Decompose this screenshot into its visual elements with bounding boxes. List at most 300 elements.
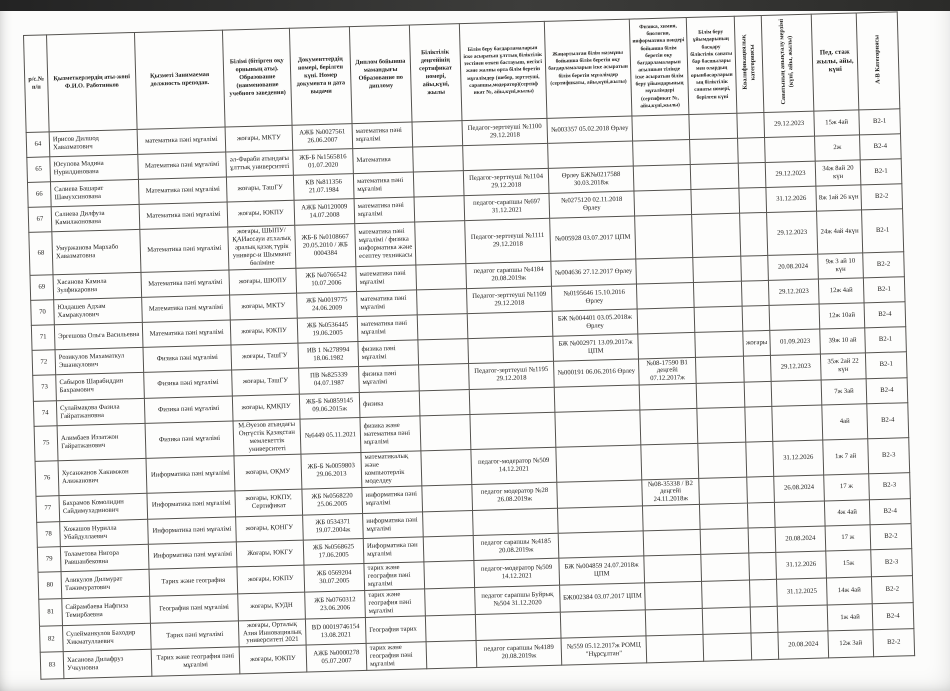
cell-diploma-specialty: математика пәні мұғалімі xyxy=(357,314,418,341)
cell-national-test-cert xyxy=(463,143,549,170)
cell-qualification-category xyxy=(738,162,766,188)
cell-document-number: №6449 05.11.2021 xyxy=(300,418,361,454)
cell-national-test-cert: педагог сарапшы Буйрық №504 31.12.2020 xyxy=(475,585,561,614)
cell-education: жоғары, ТашГУ xyxy=(226,175,294,202)
cell-document-number: КВ №811356 21.07.1984 xyxy=(293,174,354,201)
cell-diploma-specialty: Информатика пән мұғалімі xyxy=(363,537,424,564)
cell-document-number: ИВ 1 №278994 18.06.1982 xyxy=(298,341,359,368)
cell-position: Физика пәні мұғалімі xyxy=(144,370,233,399)
cell-updated-program-cert xyxy=(557,479,643,508)
cell-qualification-category xyxy=(748,528,776,554)
cell-english-program-cert xyxy=(638,332,696,359)
cell-document-number: ЖБ-Б №0059803 29.06.2013 xyxy=(301,452,362,488)
cell-ab-category: В2-3 xyxy=(871,549,913,577)
cell-education: әл-Фараби атындағы ұлттық университеті xyxy=(226,150,294,177)
cell-name: Аликулов Дилмурат Тажимуратович xyxy=(61,570,150,599)
cell-updated-program-cert: БЖ №002971 13.09.2017ж ЦПМ xyxy=(553,334,639,361)
cell-management-cert xyxy=(698,442,747,478)
cell-category-term: 26.08.2024 xyxy=(774,475,825,503)
cell-education: жоғары, ЮКПУ xyxy=(227,200,295,227)
cell-ab-category: В2-3 xyxy=(869,472,911,500)
cell-row-number: 65 xyxy=(27,157,51,183)
cell-qualification-level-cert xyxy=(412,121,463,147)
cell-category-term xyxy=(774,501,825,527)
cell-teaching-experience: 1ж 4ай xyxy=(827,603,873,631)
cell-diploma-specialty: математика пәні мұғалімі xyxy=(353,172,414,199)
cell-document-number: ЖБ №0760312 23.06.2006 xyxy=(305,590,366,618)
cell-updated-program-cert xyxy=(556,445,642,482)
cell-qualification-level-cert xyxy=(423,511,474,537)
cell-name: Хасанова Камила Зулфикаровна xyxy=(53,272,142,299)
cell-document-number: ЖБ-Б №1565816 01.07.2020 xyxy=(293,149,354,176)
cell-qualification-level-cert xyxy=(415,221,466,265)
cell-qualification-level-cert xyxy=(413,146,464,172)
cell-name: Сулаймақова Фазила Гайратжановна xyxy=(56,399,145,426)
cell-national-test-cert: педагог сарапшы №4184 20.08.2019ж xyxy=(466,261,552,288)
cell-qualification-level-cert xyxy=(418,338,469,364)
cell-english-program-cert xyxy=(633,140,691,167)
cell-row-number: 67 xyxy=(28,207,52,233)
cell-diploma-specialty: математика пәні мұғалімі / физика информатика және есептеу техникасы xyxy=(355,222,416,266)
cell-row-number: 79 xyxy=(37,547,61,573)
cell-management-cert xyxy=(700,528,749,554)
cell-teaching-experience: 4ай xyxy=(822,404,868,440)
cell-ab-category: В2-4 xyxy=(867,403,909,439)
cell-diploma-specialty: Математика xyxy=(353,147,414,174)
cell-name: Алимбаев Иззатжон Гайратжанович xyxy=(57,424,146,461)
cell-qualification-category xyxy=(749,553,777,580)
cell-national-test-cert: Педагог-зерттеуші №1104 29.12.2018 xyxy=(463,168,549,195)
cell-qualification-category xyxy=(745,407,773,442)
cell-education: жоғары, КУДН xyxy=(238,592,306,621)
cell-qualification-category xyxy=(750,606,778,633)
cell-row-number: 82 xyxy=(39,625,63,652)
cell-qualification-level-cert xyxy=(414,196,465,222)
col-header-diploma-specialty: Диплом бойынша мамандығы Образование по диплому xyxy=(349,25,412,124)
col-header-document-number: Документтердің номері, берілген күні. Номер документа и дата выдачи xyxy=(289,27,352,126)
col-header-management-cert: Білім беру ұйымдарының басқару біліктілік санаты бар басшылары мен олардың орынбасарларының біліктілік санаты номері, берілген күні xyxy=(686,16,737,114)
col-header-row-number: р/с.№ п/п xyxy=(24,35,50,133)
cell-updated-program-cert xyxy=(555,410,641,447)
cell-qualification-level-cert xyxy=(413,171,464,197)
cell-diploma-specialty: математика пәні мұғалімі xyxy=(356,264,417,291)
cell-position: Математика пәні мұғалімі xyxy=(139,202,228,229)
cell-diploma-specialty: информатика пәні мұғалімі xyxy=(362,485,423,513)
cell-category-term: 29.12.2023 xyxy=(770,354,821,382)
cell-position: Физика пәні мұғалімі xyxy=(144,396,233,423)
cell-name: Салиева Башарат Шамухсинована xyxy=(50,179,139,206)
cell-position: Тарих және география xyxy=(149,567,238,596)
cell-row-number: 74 xyxy=(33,401,57,427)
cell-teaching-experience: 7ж 3ай xyxy=(821,379,867,405)
cell-qualification-category xyxy=(739,187,767,213)
cell-category-term: 29.12.2023 xyxy=(764,111,815,137)
cell-teaching-experience: 12ж 3ай xyxy=(828,630,874,658)
cell-education: жоғары, ТашГУ xyxy=(231,343,299,370)
cell-qualification-level-cert xyxy=(425,587,476,615)
cell-diploma-specialty: информатика пәні мұғалімі xyxy=(363,512,424,539)
cell-category-term: 20.08.2024 xyxy=(768,254,819,280)
cell-updated-program-cert: №003357 05.02.2018 Өрлеу xyxy=(547,116,633,143)
cell-teaching-experience: 12ж 4ай xyxy=(818,277,864,303)
cell-category-term: 29.12.2023 xyxy=(767,211,818,255)
cell-management-cert xyxy=(689,113,738,139)
cell-category-term: 20.08.2024 xyxy=(775,526,826,552)
cell-education: жоғары, МКТУ xyxy=(225,125,293,152)
cell-position: Тарих пәні мұғалімі xyxy=(150,621,239,650)
cell-row-number: 69 xyxy=(30,274,54,300)
cell-updated-program-cert: №0195646 15.10.2016 Өрлеу xyxy=(551,284,637,311)
staff-table xyxy=(23,11,915,680)
cell-diploma-specialty: физика xyxy=(359,391,420,418)
cell-ab-category: В2-1 xyxy=(865,351,907,379)
cell-category-term xyxy=(777,605,828,633)
cell-education: жоғары, ЮКПУ xyxy=(230,318,298,345)
cell-ab-category: В2-4 xyxy=(860,134,902,160)
cell-category-term xyxy=(771,380,822,406)
cell-teaching-experience: 2ж xyxy=(815,135,861,161)
cell-position: Информатика пәні мұғалімі xyxy=(148,517,237,544)
cell-name: Хасанова Дилафруз Учкуновна xyxy=(63,650,152,679)
cell-document-number: ЖБ 0534371 19.07.2004ж xyxy=(303,514,364,541)
cell-qualification-category xyxy=(741,255,769,281)
cell-management-cert xyxy=(694,306,743,332)
cell-ab-category: В2-2 xyxy=(871,576,913,604)
cell-ab-category: В2-1 xyxy=(860,159,902,185)
cell-education: жоғары, ШЫПУ/ ҚАИассауи ат.халық аралық қазақ түрік универс-и Шымкент бөліміне xyxy=(228,225,296,269)
cell-ab-category: В2-1 xyxy=(863,276,905,302)
cell-teaching-experience: 1ж 7 ай xyxy=(823,439,869,475)
cell-teaching-experience: 4ж 4ай xyxy=(824,500,870,526)
cell-name: Ирисов Дилшод Хавазматович xyxy=(49,129,138,156)
cell-teaching-experience: 8ж 1ай 26 күн xyxy=(816,185,862,211)
col-header-label: А-В Категориясы xyxy=(873,34,882,84)
cell-management-cert xyxy=(690,163,739,189)
cell-qualification-level-cert xyxy=(422,484,473,512)
cell-ab-category: В2-4 xyxy=(866,378,908,404)
cell-qualification-category xyxy=(742,305,770,331)
cell-category-term: 31.12.2026 xyxy=(766,186,817,212)
cell-qualification-category xyxy=(744,382,772,408)
cell-position: Информатика пәні мұғалімі xyxy=(147,490,236,519)
cell-position: математика пәні мұғалімі xyxy=(137,127,226,154)
cell-english-program-cert xyxy=(632,115,690,142)
cell-management-cert xyxy=(699,503,748,529)
col-header-category-term xyxy=(761,14,814,112)
cell-ab-category: В2-4 xyxy=(872,602,914,630)
cell-management-cert xyxy=(690,138,739,164)
cell-name: Юлдашев Адхам Хамракулович xyxy=(54,297,143,324)
cell-national-test-cert: Педагог-зерттеуші №1111 29.12.2018 xyxy=(465,218,551,263)
cell-diploma-specialty: математика пәні мұғалімі xyxy=(357,289,418,316)
cell-row-number: 66 xyxy=(27,182,51,208)
cell-national-test-cert xyxy=(473,508,559,535)
cell-management-cert xyxy=(691,188,740,214)
cell-category-term: 29.12.2023 xyxy=(765,161,816,187)
cell-management-cert xyxy=(702,607,751,635)
cell-english-program-cert xyxy=(634,189,692,216)
cell-english-program-cert xyxy=(643,530,701,557)
col-header-updated-program-cert: Жаңартылған білім мазмұны бойынша білім беретін оқу бағдарламаларын іске асыратын білім беретін мұғалімдер (сертификаты, айы,күні,жылы) xyxy=(544,19,632,118)
cell-category-term xyxy=(772,405,823,441)
cell-national-test-cert: педагог-сарапшы №697 31.12.2021 xyxy=(464,193,550,220)
cell-education: жоғары, ТашГУ xyxy=(232,368,300,397)
cell-document-number: ЖБ-Б №0859145 09.06.2015ж xyxy=(299,393,360,420)
cell-diploma-specialty: физика және математика пәні мұғалімі xyxy=(360,416,421,452)
cell-english-program-cert: №08-17590 В1 деңгейі 07.12.2017ж xyxy=(638,357,696,385)
cell-updated-program-cert: БЖ №004859 24.07.2018ж ЦПМ xyxy=(559,556,645,585)
cell-qualification-category xyxy=(738,137,766,163)
cell-national-test-cert xyxy=(467,311,553,338)
cell-english-program-cert xyxy=(646,635,704,663)
cell-document-number: ЖБ №0019775 24.06.2009 xyxy=(297,291,358,318)
cell-teaching-experience: 34ж 8ай 20 күн xyxy=(815,160,861,186)
cell-position: Информатика пәні мұғалімі xyxy=(146,456,235,493)
cell-teaching-experience: 35ж 2ай 22 күн xyxy=(820,352,866,380)
cell-row-number: 80 xyxy=(38,572,62,599)
cell-english-program-cert xyxy=(635,214,693,258)
col-header-national-test-cert: Білім беру бағдарламаларын іске асыратын ұлттық біліктілік тестінен өткен бастауыш, негізгі және жалпы орта білім беретін мұғалімдер (шебер, зерттеуші, сарапшы,модератор)(сертиф икат №, айы,күні,жылы) xyxy=(459,21,547,120)
cell-education: жоғары, МКТУ xyxy=(230,293,298,320)
col-header-label: Квалификациялық категориясы xyxy=(740,35,757,91)
cell-national-test-cert: педагог-модератор №509 14.12.2021 xyxy=(474,558,560,587)
cell-document-number: АЖБ №0000278 05.07.2007 xyxy=(306,644,367,672)
cell-row-number: 72 xyxy=(32,349,56,375)
cell-position: Физика пәні мұғалімі xyxy=(145,421,234,458)
cell-management-cert xyxy=(699,477,748,505)
col-header-label: Санатының анықталу мерзімі (күні, айы, жылы) xyxy=(778,19,796,105)
cell-management-cert xyxy=(695,331,744,357)
cell-management-cert xyxy=(701,553,750,581)
cell-qualification-category: жоғары xyxy=(743,330,771,356)
cell-row-number: 68 xyxy=(29,232,53,275)
cell-document-number: ПВ №825339 04.07.1987 xyxy=(299,366,360,394)
cell-name: Салиева Дилфуза Камилжонована xyxy=(51,204,140,231)
cell-teaching-experience: 12ж 10ай xyxy=(819,302,865,328)
cell-updated-program-cert xyxy=(554,385,640,412)
cell-name: Толаметова Нигора Равшанбековна xyxy=(60,545,149,572)
col-header-education: Білімі (бітірген оқу орнының аты). Образование (наименование учебного заведения) xyxy=(222,28,292,127)
cell-category-term: 31.12.2026 xyxy=(773,440,824,476)
cell-education: жоғары, ЮКПУ xyxy=(239,645,307,674)
cell-diploma-specialty: математика пәні мұғалімі xyxy=(352,122,413,149)
cell-ab-category: В2-4 xyxy=(864,301,906,327)
cell-education: жоғары, ҚОНГУ xyxy=(236,515,304,542)
cell-ab-category: В2-4 xyxy=(869,499,911,525)
cell-row-number: 83 xyxy=(40,652,64,679)
cell-education: М.Әуезов атындағы Оңтүстік Қазақстан мемлекеттік университеті xyxy=(233,419,301,455)
cell-english-program-cert xyxy=(644,555,702,583)
cell-management-cert xyxy=(696,382,745,408)
cell-updated-program-cert: №005928 03.07.2017 ЦПМ xyxy=(550,216,636,261)
cell-national-test-cert: педагог сарапшы №4185 20.08.2019ж xyxy=(473,533,559,560)
cell-category-term: 01.09.2023 xyxy=(770,329,821,355)
cell-qualification-category xyxy=(750,579,778,606)
cell-diploma-specialty: математика пәні мұғалімі xyxy=(354,197,415,224)
cell-row-number: 78 xyxy=(37,522,61,548)
cell-ab-category: В2-1 xyxy=(865,326,907,352)
col-header-name: Қызметкерлердің аты-жөні Ф.И.О. Работников xyxy=(47,32,138,131)
cell-name: Хожашов Нурилла Убайдуллаевич xyxy=(60,520,149,547)
col-header-ab-category xyxy=(856,12,900,110)
cell-document-number: ЖБ №0568625 17.06.2005 xyxy=(303,539,364,566)
cell-updated-program-cert xyxy=(548,141,634,168)
cell-name: Бахрамов Комолидин Сайдимухадинович xyxy=(59,493,148,522)
cell-management-cert xyxy=(693,281,742,307)
cell-row-number: 81 xyxy=(39,599,63,626)
cell-qualification-level-cert xyxy=(419,390,470,416)
cell-document-number: BD 00019746154 13.08.2021 xyxy=(305,617,366,645)
cell-teaching-experience: 9ж 3 ай 10 күн xyxy=(818,252,864,278)
cell-category-term xyxy=(765,136,816,162)
cell-english-program-cert xyxy=(636,257,694,284)
cell-national-test-cert: педагог-модератор №509 14.12.2021 xyxy=(471,447,557,484)
cell-ab-category: В2-1 xyxy=(859,109,901,135)
cell-position: Физика пәні мұғалімі xyxy=(143,345,232,372)
cell-management-cert xyxy=(693,256,742,282)
cell-diploma-specialty: физика пәні мұғалімі xyxy=(359,364,420,392)
cell-row-number: 73 xyxy=(33,374,57,401)
cell-english-program-cert xyxy=(637,307,695,334)
cell-name: Эргешова Ольга Васильевна xyxy=(54,322,143,349)
cell-diploma-specialty: тарих және география пәні мұғалімі xyxy=(364,562,425,590)
cell-ab-category: В2-3 xyxy=(868,438,910,474)
cell-document-number: ЖБ №0568220 25.06.2005 xyxy=(302,487,363,515)
cell-row-number: 64 xyxy=(26,132,50,158)
cell-document-number: АЖБ №0027561 26.06.2007 xyxy=(292,124,353,151)
cell-management-cert xyxy=(692,213,741,257)
cell-diploma-specialty: физика пәні мұғалімі xyxy=(358,339,419,366)
cell-diploma-specialty: математикалық және компьютерлік моделдеу xyxy=(361,451,422,487)
cell-updated-program-cert: №0275120 02.11.2018 Өрлеу xyxy=(549,191,635,218)
cell-category-term: 29.12.2023 xyxy=(768,279,819,305)
cell-name: Умуржанова Мархабо Хавазматовна xyxy=(52,229,141,274)
cell-updated-program-cert xyxy=(560,610,646,639)
cell-document-number: ЖБ 0569204 30.07.2005 xyxy=(304,564,365,592)
cell-teaching-experience: 24ж 4ай 4күн xyxy=(817,210,863,254)
cell-qualification-level-cert xyxy=(426,641,477,669)
cell-teaching-experience: 15ж 4ай xyxy=(814,110,860,136)
cell-ab-category: В2-1 xyxy=(862,209,904,253)
cell-row-number: 77 xyxy=(36,495,60,522)
cell-qualification-category xyxy=(746,441,774,476)
cell-name: Юсупова Мадина Нурилдинована xyxy=(50,154,139,181)
cell-row-number: 71 xyxy=(31,324,55,350)
cell-ab-category: В2-2 xyxy=(863,251,905,277)
cell-english-program-cert xyxy=(639,384,697,411)
col-header-position: Қызметі Занимаемая должность преподав. xyxy=(134,30,225,129)
cell-document-number: ЖБ №0536445 19.06.2005 xyxy=(297,316,358,343)
cell-category-term: 31.12.2026 xyxy=(776,551,827,579)
cell-row-number: 70 xyxy=(31,299,55,325)
cell-ab-category: В2-2 xyxy=(861,184,903,210)
cell-updated-program-cert: №004636 27.12.2017 Өрлеу xyxy=(551,259,637,286)
cell-updated-program-cert: БЖ №004401 03.05.2018ж Өрлеу xyxy=(552,309,638,336)
cell-position: Математика пәні мұғалімі xyxy=(141,270,230,297)
cell-national-test-cert: Педагог-зерттеуші №1109 29.12.2018 xyxy=(467,286,553,313)
cell-qualification-category xyxy=(737,112,765,138)
cell-education: жоғары, ҚМҚПУ xyxy=(232,394,300,421)
cell-qualification-category xyxy=(740,212,768,255)
cell-teaching-experience: 39ж 10 ай xyxy=(820,327,866,353)
cell-education: жоғары, ЮКПУ, Сертификат xyxy=(235,489,303,518)
cell-national-test-cert: Педагог-зерттеуші №1195 29.12.2018 xyxy=(469,361,555,390)
cell-position: Математика пәні мұғалімі xyxy=(142,320,231,347)
cell-english-program-cert xyxy=(645,581,703,609)
cell-english-program-cert xyxy=(640,409,698,445)
cell-updated-program-cert: №559 05.12.2017ж РОМЦ "Нұрсұлтан" xyxy=(561,636,647,665)
cell-qualification-level-cert xyxy=(419,363,470,391)
cell-qualification-category xyxy=(743,355,771,382)
cell-updated-program-cert xyxy=(558,531,644,558)
cell-qualification-category xyxy=(741,280,769,306)
cell-category-term xyxy=(769,304,820,330)
cell-education: Жоғары, ЮКГУ xyxy=(236,540,304,567)
cell-qualification-level-cert xyxy=(421,449,472,485)
col-header-teaching-experience: Пед. стаж жылы, айы, күні xyxy=(811,13,859,111)
cell-ab-category: В2-2 xyxy=(870,524,912,550)
cell-english-program-cert xyxy=(642,505,700,532)
cell-document-number: ЖБ-Б №0108667 20.05.2010 / ЖБ 0004384 xyxy=(295,224,356,268)
cell-education: жоғары, ОҚМУ xyxy=(234,454,302,490)
cell-qualification-category xyxy=(751,633,779,660)
cell-position: Информатика пәні мұғалімі xyxy=(148,542,237,569)
cell-name: Хусанжанов Хакимжон Алижанович xyxy=(58,458,147,495)
cell-position: Математика пәні мұғалімі xyxy=(140,227,229,272)
cell-name: Сабыров Шарабиддин Бахрамович xyxy=(56,372,145,401)
cell-position: Математика пәні мұғалімі xyxy=(138,152,227,179)
cell-updated-program-cert xyxy=(558,506,644,533)
cell-diploma-specialty: тарих және география пәні мұғалімі xyxy=(365,589,426,617)
cell-management-cert xyxy=(695,356,744,384)
cell-english-program-cert xyxy=(636,282,694,309)
cell-education: жоғары, ШЮПУ xyxy=(229,268,297,295)
cell-name: Розикулов Махаматкул Эшанкулович xyxy=(55,347,144,374)
cell-teaching-experience: 14ж 4ай xyxy=(826,577,872,605)
cell-teaching-experience: 17 ж xyxy=(824,473,870,501)
cell-qualification-level-cert xyxy=(417,288,468,314)
cell-management-cert xyxy=(697,407,746,443)
cell-updated-program-cert: Өрлеу БЖ№0217588 30.03.2018ж xyxy=(548,166,634,193)
cell-english-program-cert xyxy=(633,164,691,191)
cell-qualification-level-cert xyxy=(425,614,476,642)
cell-education: жоғары, Орталық Азия Инновациялық университеті 2021 xyxy=(238,619,306,648)
cell-qualification-level-cert xyxy=(424,561,475,589)
cell-ab-category: В2-2 xyxy=(873,629,915,657)
cell-teaching-experience: 15ж xyxy=(826,550,872,578)
staff-table-wrap xyxy=(23,11,915,680)
cell-national-test-cert xyxy=(470,413,556,450)
cell-category-term: 20.08.2024 xyxy=(778,631,829,659)
cell-national-test-cert xyxy=(469,388,555,415)
cell-updated-program-cert: №000191 06.06.2016 Өрлеу xyxy=(554,359,640,388)
cell-qualification-level-cert xyxy=(417,313,468,339)
cell-english-program-cert xyxy=(641,443,699,479)
col-header-english-program-cert: Физика, химия, биология, информатика пәндері бойынша білім беретін оқу бағдарламаларын ағылшын тілінде іске асыратын білім беру ұйымдарының мұғалімдері (сертификат №, айы,күні,жылы) xyxy=(629,18,689,117)
scanner-edge-band xyxy=(0,0,950,11)
cell-category-term: 31.12.2025 xyxy=(776,578,827,606)
cell-document-number: АЖБ №0120009 14.07.2008 xyxy=(294,199,355,226)
col-header-qualification-level-cert: Біліктілік деңгейінің сертификат номері, айы,күні, жылы xyxy=(409,24,462,122)
col-header-qualification-category xyxy=(734,16,764,114)
cell-row-number: 76 xyxy=(35,461,59,496)
cell-name: Сулейманкулов Баходир Хикматуллаевич xyxy=(62,623,151,652)
cell-diploma-specialty: тарих және география пәні мұғалімі xyxy=(366,642,427,670)
cell-national-test-cert: педагог сарапшы №4189 20.08.2019ж xyxy=(476,639,562,668)
cell-qualification-level-cert xyxy=(420,415,471,451)
cell-document-number: ЖБ №0766542 10.07.2006 xyxy=(296,266,357,293)
cell-education: жоғары, ЮКПУ xyxy=(237,565,305,594)
